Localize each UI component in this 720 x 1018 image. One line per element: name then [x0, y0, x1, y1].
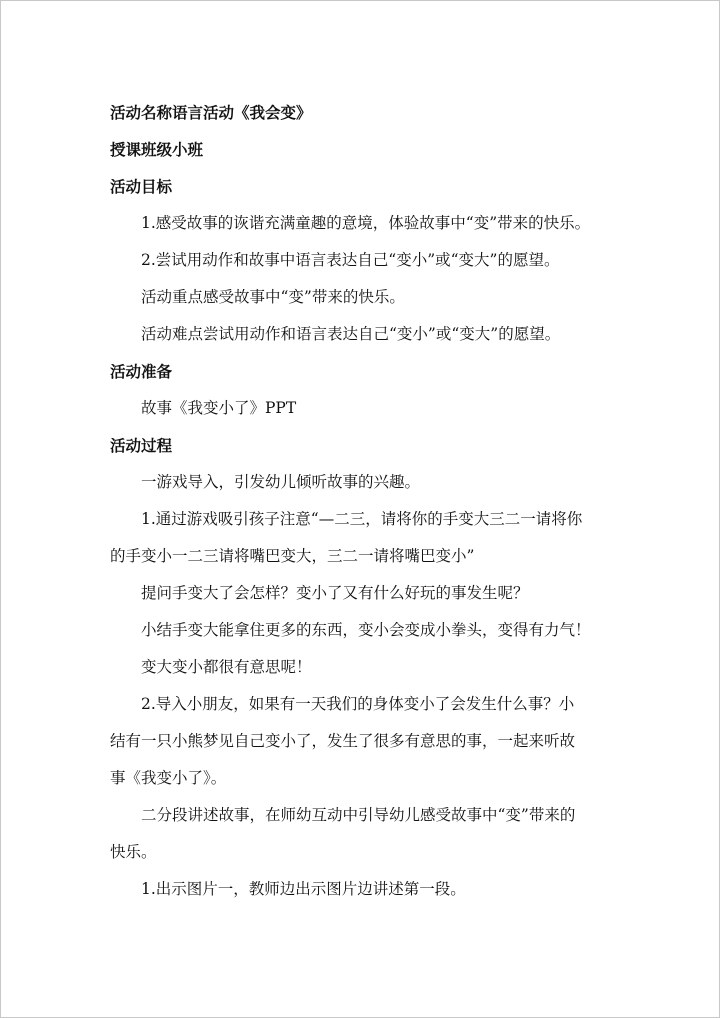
step-1-1-line-2: 的手变小一二三请将嘴巴变大，三二一请将嘴巴变小” — [110, 547, 475, 565]
difficulty-paragraph: 活动难点尝试用动作和语言表达自己“变小”或“变大”的愿望。 — [141, 325, 561, 343]
document-body — [110, 94, 615, 908]
goal-2-paragraph: 2.尝试用动作和故事中语言表达自己“变小”或“变大”的愿望。 — [141, 251, 560, 269]
class-level-heading: 授课班级小班 — [110, 140, 204, 159]
process-heading: 活动过程 — [110, 436, 173, 455]
step-1-1-line-1: 1.通过游戏吸引孩子注意“—二三，请将你的手变大三二一请将你 — [141, 510, 583, 528]
step-2-1-paragraph: 1.出示图片一，教师边出示图片边讲述第一段。 — [141, 880, 466, 898]
goals-heading: 活动目标 — [110, 177, 173, 196]
summary-1-paragraph: 小结手变大能拿住更多的东西，变小会变成小拳头，变得有力气！ — [141, 621, 591, 639]
goal-1-paragraph: 1.感受故事的诙谐充满童趣的意境，体验故事中“变”带来的快乐。 — [141, 214, 591, 232]
key-point-paragraph: 活动重点感受故事中“变”带来的快乐。 — [141, 288, 405, 306]
step-1-2-line-1: 2.导入小朋友，如果有一天我们的身体变小了会发生什么事？小 — [141, 695, 575, 713]
part-2-line-1: 二分段讲述故事，在师幼互动中引导幼儿感受故事中“变”带来的 — [141, 806, 576, 824]
preparation-item: 故事《我变小了》PPT — [141, 399, 297, 417]
part-1-paragraph: 一游戏导入，引发幼儿倾听故事的兴趣。 — [141, 473, 421, 491]
step-1-2-line-2: 结有一只小熊梦见自己变小了，发生了很多有意思的事，一起来听故 — [110, 732, 576, 750]
preparation-heading: 活动准备 — [110, 362, 173, 381]
step-1-2-line-3: 事《我变小了》。 — [110, 769, 227, 787]
activity-name-heading: 活动名称语言活动《我会变》 — [110, 103, 312, 122]
part-2-line-2: 快乐。 — [110, 843, 157, 861]
summary-2-paragraph: 变大变小都很有意思呢！ — [141, 658, 312, 676]
question-paragraph: 提问手变大了会怎样？变小了又有什么好玩的事发生呢？ — [141, 584, 529, 602]
